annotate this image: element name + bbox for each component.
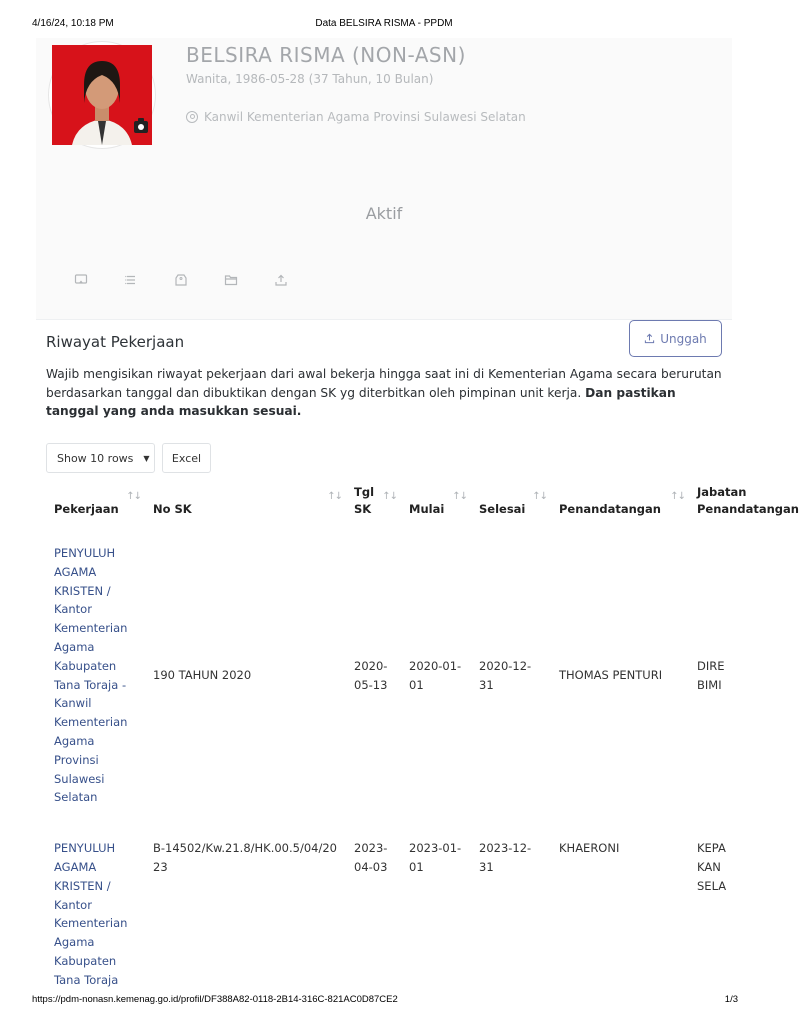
cell-selesai: 2020-12-31 (479, 658, 532, 692)
table-row (46, 532, 766, 819)
tab-upload[interactable] (256, 268, 306, 292)
tag-icon (174, 273, 188, 287)
column-header-tgl-sk[interactable]: Tgl SK ↑↓ (354, 485, 397, 516)
excel-export-button[interactable]: Excel (162, 443, 211, 473)
sort-icon[interactable]: ↑↓ (327, 491, 342, 502)
sort-icon[interactable]: ↑↓ (452, 491, 467, 502)
cell-jabatan: DIRE BIMI (697, 658, 725, 692)
cell-penandatangan: THOMAS PENTURI (559, 668, 663, 683)
profile-location (186, 110, 526, 124)
list-icon (124, 273, 138, 287)
profile-card (36, 38, 732, 320)
rows-per-page-select[interactable] (46, 443, 155, 473)
column-header-selesai[interactable]: Selesai ↑↓ (471, 484, 551, 532)
cell-selesai: 2023-12-31 (479, 841, 532, 874)
tab-monitor[interactable] (56, 268, 106, 292)
upload-button-label: Unggah (660, 331, 707, 346)
description-emphasis: Dan pastikan tanggal yang anda masukkan sesuai. (46, 385, 676, 418)
print-title: Data BELSIRA RISMA - PPDM (315, 18, 453, 29)
cell-tgl-sk: 2020-05-13 (354, 658, 388, 692)
profile-name: BELSIRA RISMA (NON-ASN) (186, 43, 466, 67)
column-header-pekerjaan[interactable]: Pekerjaan ↑↓ (46, 484, 145, 532)
status-badge: Aktif (365, 204, 403, 223)
print-header (32, 18, 736, 32)
upload-icon (644, 333, 655, 344)
location-icon (186, 111, 198, 123)
print-url: https://pdm-nonasn.kemenag.go.id/profil/DF388A82-0118-2B14-316C-821AC0D87CE2 (32, 994, 398, 1005)
table-header-row (46, 484, 766, 532)
cell-penandatangan: KHAERONI (559, 841, 620, 856)
cell-jabatan: KEPA KAN SELA (697, 841, 727, 893)
upload-icon (274, 273, 288, 287)
camera-icon[interactable] (134, 121, 148, 133)
column-header-penandatangan[interactable]: Penandatangan ↑↓ (551, 484, 689, 532)
column-header-jabatan[interactable]: Jabatan Penandatangan (697, 485, 799, 516)
profile-tabs (56, 268, 306, 292)
sort-icon[interactable]: ↑↓ (532, 491, 547, 502)
print-datetime: 4/16/24, 10:18 PM (32, 18, 114, 29)
tab-folder[interactable] (206, 268, 256, 292)
section-title: Riwayat Pekerjaan (46, 333, 185, 351)
sort-icon[interactable]: ↑↓ (382, 491, 397, 502)
profile-gender-birthdate: Wanita, 1986-05-28 (37 Tahun, 10 Bulan) (186, 72, 434, 86)
description-text: Wajib mengisikan riwayat pekerjaan dari awal bekerja hingga saat ini di Kementerian Agama secara berurutan berdasarkan tanggal dan dibuktikan dengan SK yg diterbitkan oleh pimpinan unit kerja. (46, 367, 722, 400)
job-history-table (46, 484, 799, 987)
cell-no-sk: 190 TAHUN 2020 (153, 668, 252, 683)
cell-no-sk: B-14502/Kw.21.8/HK.00.5/04/2023 (153, 841, 337, 874)
tab-tag[interactable] (156, 268, 206, 292)
upload-button[interactable] (629, 320, 722, 357)
column-header-mulai[interactable]: Mulai ↑↓ (401, 484, 471, 532)
profile-location-text: Kanwil Kementerian Agama Provinsi Sulawesi Selatan (204, 110, 526, 124)
tab-list[interactable] (106, 268, 156, 292)
cell-mulai: 2020-01-01 (409, 658, 462, 692)
cell-pekerjaan[interactable]: PENYULUH AGAMA KRISTEN / Kantor Kementerian Agama Kabupaten Tana Toraja (54, 841, 128, 987)
sort-icon[interactable]: ↑↓ (126, 491, 141, 502)
print-page-number: 1/3 (724, 994, 738, 1005)
cell-tgl-sk: 2023-04-03 (354, 841, 388, 874)
sort-icon[interactable]: ↑↓ (670, 491, 685, 502)
rows-per-page-label: Show 10 rows (57, 451, 134, 465)
monitor-icon (74, 273, 88, 287)
folder-icon (224, 273, 238, 287)
table-row (46, 819, 766, 1001)
column-header-no-sk[interactable]: No SK ↑↓ (145, 484, 346, 532)
cell-mulai: 2023-01-01 (409, 841, 462, 874)
cell-pekerjaan[interactable]: PENYULUH AGAMA KRISTEN / Kantor Kementerian Agama Kabupaten Tana Toraja - Kanwil Kementerian Agama Provinsi Sulawesi Selatan (54, 546, 128, 805)
print-footer (32, 994, 738, 1008)
section-description (46, 365, 726, 421)
caret-down-icon: ▼ (143, 453, 150, 463)
